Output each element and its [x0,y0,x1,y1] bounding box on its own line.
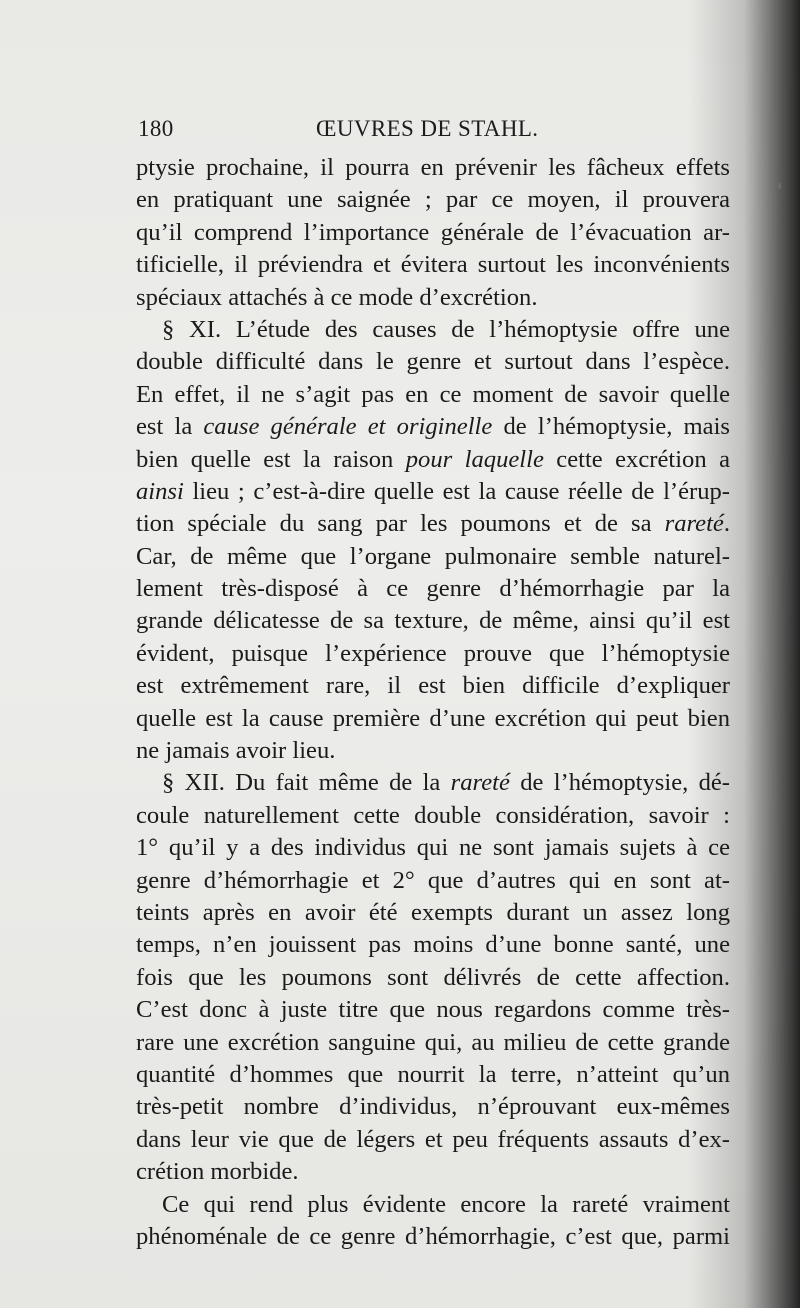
running-title: ŒUVRES DE STAHL. [316,116,539,141]
text-run: lieu ; c’est-à-dire quelle est la cause réelle de l’érup- [183,477,730,505]
text-line: ptysie prochaine, il pourra en prévenir les fâcheux effets [136,154,730,181]
text-line: lement très-disposé à ce genre d’hémorrhagie par la [136,575,730,603]
text-line: Ce qui rend plus évidente encore la rareté vraiment [162,1190,730,1218]
page-number: 180 [138,116,174,141]
text-line: dans leur vie que de légers et peu fréquents assauts d’ex- [136,1125,730,1153]
text-run: de l’hémoptysie, dé- [509,769,730,797]
text-line [136,444,730,476]
text-line: quantité d’hommes que nourrit la terre, n’atteint qu’un [136,1060,730,1088]
text-line: double difficulté dans le genre et surtout dans l’espèce. [136,348,730,376]
text-line: quelle est la cause première d’une excrétion qui peut bien [136,704,730,732]
text-run: cette excrétion a [543,445,730,473]
text-line: 1° qu’il y a des individus qui ne sont jamais sujets à ce [136,834,730,862]
text-line [136,476,730,508]
section-xii-heading-line [136,767,730,799]
text-run: de l’hémoptysie, mais [492,413,730,441]
text-line: phénoménale de ce genre d’hémorrhagie, c’est que, parmi [136,1222,730,1250]
text-line: coule naturellement cette double considération, savoir : [136,801,730,829]
italic-run: rareté [664,510,724,538]
text-line: très-petit nombre d’individus, n’éprouvant eux-mêmes [136,1093,730,1121]
section-xi-heading-line: § XI. L’étude des causes de l’hémoptysie offre une [162,315,730,343]
text-run: § XII. Du fait même de la [162,769,451,797]
text-line: tificielle, il préviendra et évitera surtout les inconvénients [136,251,730,279]
text-line [136,508,730,540]
text-run: bien quelle est la raison [136,445,406,473]
margin-speck [778,183,781,189]
text-line: genre d’hémorrhagie et 2° que d’autres qui en sont at- [136,866,730,894]
text-run: tion spéciale du sang par les poumons et de sa [136,510,665,538]
text-line: grande délicatesse de sa texture, de même, ainsi qu’il est [136,607,730,635]
text-line: en pratiquant une saignée ; par ce moyen, il prouvera [136,186,730,214]
text-line: crétion morbide. [136,1158,299,1186]
text-line: qu’il comprend l’importance générale de l’évacuation ar- [136,218,730,246]
italic-run: rareté [450,769,510,797]
text-line: rare une excrétion sanguine qui, au milieu de cette grande [136,1028,730,1056]
page-header [138,116,728,148]
text-line: C’est donc à juste titre que nous regardons comme très- [136,996,730,1024]
italic-run: cause générale et originelle [203,413,493,441]
text-line: ne jamais avoir lieu. [136,737,336,765]
text-line [136,411,730,443]
text-run: est la [136,413,204,441]
text-line: est extrêmement rare, il est bien difficile d’expliquer [136,672,730,700]
text-line: temps, n’en jouissent pas moins d’une bonne santé, une [136,931,730,959]
text-line: spéciaux attachés à ce mode d’excrétion. [136,283,538,311]
italic-run: ainsi [136,477,184,505]
body-text [136,152,730,1253]
text-line: Car, de même que l’organe pulmonaire semble naturel- [136,542,730,570]
text-line: En effet, il ne s’agit pas en ce moment de savoir quelle [136,380,730,408]
text-line: teints après en avoir été exempts durant un assez long [136,898,730,926]
text-run: . [723,510,730,538]
text-line: évident, puisque l’expérience prouve que l’hémoptysie [136,639,730,667]
text-line: fois que les poumons sont délivrés de cette affection. [136,963,730,991]
italic-run: pour laquelle [405,445,544,473]
